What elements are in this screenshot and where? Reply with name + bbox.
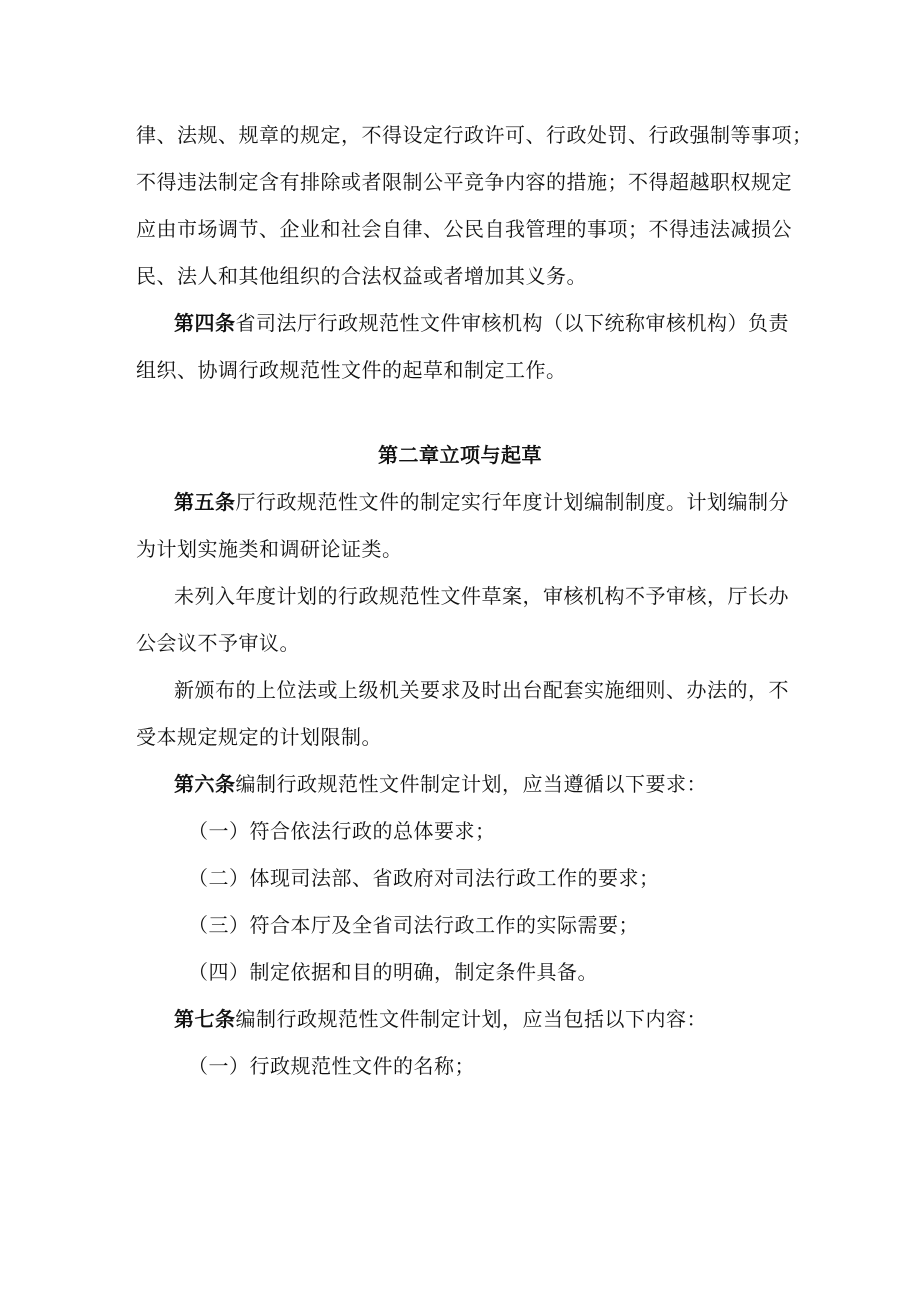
text-line: 不得违法制定含有排除或者限制公平竞争内容的措施；不得超越职权规定: [136, 170, 792, 194]
text-line: 受本规定规定的计划限制。: [136, 725, 382, 749]
article-7: [136, 996, 784, 1090]
text-line: 新颁布的上位法或上级机关要求及时出台配套实施细则、办法的，不: [174, 678, 789, 702]
list-item: （二）体现司法部、省政府对司法行政工作的要求；: [188, 866, 660, 890]
text-line: 民、法人和其他组织的合法权益或者增加其义务。: [136, 264, 587, 288]
article-5: [136, 479, 789, 573]
text-line: [136, 996, 784, 1043]
list-item: （三）符合本厅及全省司法行政工作的实际需要；: [188, 913, 639, 937]
article-text: 编制行政规范性文件制定计划，应当包括以下内容：: [235, 1007, 707, 1031]
list-item: （一）符合依法行政的总体要求；: [188, 819, 496, 843]
text-line: 应由市场调节、企业和社会自律、公民自我管理的事项；不得违法减损公: [136, 217, 792, 241]
text-line: 为计划实施类和调研论证类。: [136, 537, 403, 561]
article-title: 第七条: [174, 1007, 236, 1031]
spacer: [136, 394, 784, 432]
text-line: [136, 761, 784, 808]
chapter-heading: 第二章立项与起草: [378, 443, 542, 467]
text-line: 组织、协调行政规范性文件的起草和制定工作。: [136, 358, 567, 382]
list-item: （一）行政规范性文件的名称；: [188, 1054, 475, 1078]
article-title: 第六条: [174, 772, 236, 796]
article-text: 厅行政规范性文件的制定实行年度计划编制制度。计划编制分: [235, 490, 789, 514]
text-line: 律、法规、规章的规定，不得设定行政许可、行政处罚、行政强制等事项；: [136, 123, 813, 147]
document-page: [136, 112, 813, 1090]
article-4: [136, 300, 789, 394]
paragraph-new-law: [136, 667, 789, 761]
article-text: 省司法厅行政规范性文件审核机构（以下统称审核机构）负责: [235, 311, 789, 335]
paragraph-continuation: [136, 112, 813, 300]
article-title: 第四条: [174, 311, 236, 335]
article-text: 编制行政规范性文件制定计划，应当遵循以下要求：: [235, 772, 707, 796]
text-line: 未列入年度计划的行政规范性文件草案，审核机构不予审核，厅长办: [174, 584, 789, 608]
text-line: [136, 300, 789, 347]
text-line: 公会议不予审议。: [136, 631, 300, 655]
text-line: [136, 479, 789, 526]
paragraph-unplanned: [136, 573, 789, 667]
article-6: [136, 761, 784, 996]
list-item: （四）制定依据和目的明确，制定条件具备。: [188, 960, 598, 984]
article-title: 第五条: [174, 490, 236, 514]
